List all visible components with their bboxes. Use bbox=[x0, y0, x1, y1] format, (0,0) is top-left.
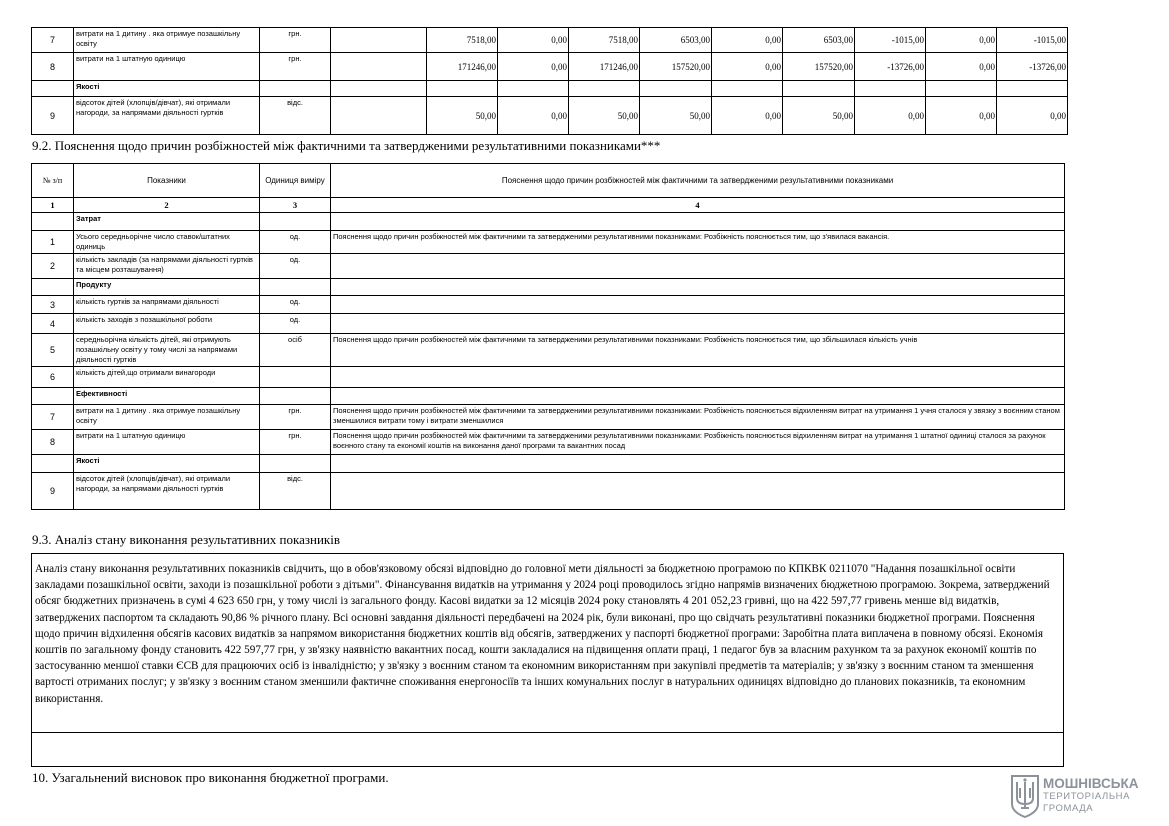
value-cell bbox=[997, 81, 1068, 97]
logo-subtitle: ТЕРИТОРІАЛЬНА bbox=[1043, 791, 1131, 802]
table-row bbox=[32, 254, 1065, 279]
unit-cell: осіб bbox=[260, 334, 331, 367]
unit-cell: од. bbox=[260, 254, 331, 279]
value-cell: 0,00 bbox=[498, 28, 569, 53]
table-row bbox=[32, 53, 1068, 81]
indicator-name: кількість дітей,що отримали винагороди bbox=[74, 367, 260, 388]
indicator-name: витрати на 1 штатную одиницю bbox=[74, 53, 260, 81]
unit-cell bbox=[260, 279, 331, 296]
value-cell bbox=[712, 81, 783, 97]
section-row bbox=[32, 279, 1065, 296]
num-cell bbox=[32, 279, 74, 296]
discrepancy-explanation-table bbox=[31, 163, 1065, 510]
table-row bbox=[32, 28, 1068, 53]
trident-icon bbox=[1010, 774, 1040, 818]
num-cell bbox=[32, 455, 74, 473]
table-row bbox=[32, 231, 1065, 254]
num-cell bbox=[32, 213, 74, 231]
header-num: № з/п bbox=[32, 164, 74, 198]
row-number: 9 bbox=[32, 473, 74, 510]
value-cell: 50,00 bbox=[640, 97, 712, 135]
value-cell: 50,00 bbox=[427, 97, 498, 135]
empty-cell bbox=[331, 81, 427, 97]
value-cell: 0,00 bbox=[926, 28, 997, 53]
unit-cell: грн. bbox=[260, 430, 331, 455]
table-row bbox=[32, 405, 1065, 430]
unit-cell: од. bbox=[260, 296, 331, 314]
section-label: Якості bbox=[74, 81, 260, 97]
value-cell: 0,00 bbox=[712, 53, 783, 81]
value-cell: 0,00 bbox=[498, 97, 569, 135]
empty-cell bbox=[331, 28, 427, 53]
empty-cell bbox=[331, 53, 427, 81]
value-cell: 0,00 bbox=[712, 28, 783, 53]
explanation-cell bbox=[331, 473, 1065, 510]
indicator-name: кількість гуртків за напрямами діяльності bbox=[74, 296, 260, 314]
value-cell: 7518,00 bbox=[569, 28, 640, 53]
value-cell: 0,00 bbox=[855, 97, 926, 135]
index-cell: 2 bbox=[74, 198, 260, 213]
explanation-cell bbox=[331, 279, 1065, 296]
value-cell: 157520,00 bbox=[640, 53, 712, 81]
row-number: 7 bbox=[32, 28, 74, 53]
row-number: 3 bbox=[32, 296, 74, 314]
section-9-2-title: 9.2. Пояснення щодо причин розбіжностей між фактичними та затвердженими результативними показниками*** bbox=[32, 138, 661, 153]
index-cell: 3 bbox=[260, 198, 331, 213]
explanation-cell: Пояснення щодо причин розбіжностей між фактичними та затвердженими результативними показниками: Розбіжність пояснюється тим, що збільшилася кількість учнів bbox=[331, 334, 1065, 367]
indicator-name: кількість закладів (за напрямами діяльності гуртків та місцем розташування) bbox=[74, 254, 260, 279]
section-row bbox=[32, 388, 1065, 405]
logo-subtitle-2: ГРОМАДА bbox=[1043, 803, 1094, 814]
explanation-cell bbox=[331, 388, 1065, 405]
unit-cell bbox=[260, 455, 331, 473]
value-cell bbox=[569, 81, 640, 97]
table-row bbox=[32, 334, 1065, 367]
value-cell bbox=[640, 81, 712, 97]
unit-cell bbox=[260, 213, 331, 231]
value-cell: 7518,00 bbox=[427, 28, 498, 53]
section-label: Якості bbox=[74, 455, 260, 473]
explanation-cell bbox=[331, 213, 1065, 231]
table-row bbox=[32, 367, 1065, 388]
value-cell: -1015,00 bbox=[997, 28, 1068, 53]
explanation-cell bbox=[331, 455, 1065, 473]
row-number: 5 bbox=[32, 334, 74, 367]
header-unit: Одиниця виміру bbox=[260, 164, 331, 198]
explanation-cell: Пояснення щодо причин розбіжностей між фактичними та затвердженими результативними показниками: Розбіжність пояснюється відхиленням витрат на утримання 1 штатної одиниці сталося за рахунок воєнного стану та економії коштів на виконання даної програми та вакантних посад bbox=[331, 430, 1065, 455]
value-cell: 157520,00 bbox=[783, 53, 855, 81]
community-logo bbox=[1010, 774, 1155, 818]
index-cell: 1 bbox=[32, 198, 74, 213]
value-cell: -13726,00 bbox=[997, 53, 1068, 81]
value-cell: 6503,00 bbox=[783, 28, 855, 53]
value-cell: 171246,00 bbox=[427, 53, 498, 81]
analysis-box bbox=[31, 553, 1064, 767]
indicator-name: витрати на 1 дитину . яка отримуе позашкільну освіту bbox=[74, 28, 260, 53]
section-label: Ефективності bbox=[74, 388, 260, 405]
table-row bbox=[32, 473, 1065, 510]
indicators-values-table bbox=[31, 27, 1068, 135]
unit-cell: грн. bbox=[260, 405, 331, 430]
value-cell: 6503,00 bbox=[640, 28, 712, 53]
header-explanation: Пояснення щодо причин розбіжностей між фактичними та затвердженими результативними показниками bbox=[331, 164, 1065, 198]
unit-cell: відс. bbox=[260, 473, 331, 510]
unit-cell: відс. bbox=[260, 97, 331, 135]
row-number: 2 bbox=[32, 254, 74, 279]
value-cell bbox=[926, 81, 997, 97]
row-number: 4 bbox=[32, 314, 74, 334]
unit-cell bbox=[260, 367, 331, 388]
value-cell: 171246,00 bbox=[569, 53, 640, 81]
section-row bbox=[32, 455, 1065, 473]
indicator-name: витрати на 1 дитину . яка отримуе позашкільну освіту bbox=[74, 405, 260, 430]
value-cell: 0,00 bbox=[926, 53, 997, 81]
value-cell: 0,00 bbox=[926, 97, 997, 135]
discrepancy-explanation-table-body bbox=[32, 164, 1065, 510]
indicator-name: відсоток дітей (хлопців/дівчат), які отримали нагороди, за напрямами діяльності гуртків bbox=[74, 473, 260, 510]
unit-cell: грн. bbox=[260, 28, 331, 53]
value-cell bbox=[855, 81, 926, 97]
num-cell bbox=[32, 81, 74, 97]
index-cell: 4 bbox=[331, 198, 1065, 213]
row-number: 9 bbox=[32, 97, 74, 135]
explanation-cell bbox=[331, 367, 1065, 388]
table-row bbox=[32, 314, 1065, 334]
indicator-name: Усього середньорічне число ставок/штатних одиниць bbox=[74, 231, 260, 254]
table-index-row bbox=[32, 198, 1065, 213]
indicator-name: середньорічна кількість дітей, які отримують позашкільну освіту у тому числі за напрямами діяльності гуртків bbox=[74, 334, 260, 367]
indicators-values-table-body bbox=[32, 28, 1068, 135]
indicator-name: витрати на 1 штатную одиницю bbox=[74, 430, 260, 455]
value-cell: 0,00 bbox=[498, 53, 569, 81]
explanation-cell bbox=[331, 254, 1065, 279]
unit-cell: од. bbox=[260, 231, 331, 254]
table-row bbox=[32, 296, 1065, 314]
unit-cell bbox=[260, 81, 331, 97]
empty-cell bbox=[331, 97, 427, 135]
section-row bbox=[32, 213, 1065, 231]
row-number: 6 bbox=[32, 367, 74, 388]
table-row bbox=[32, 97, 1068, 135]
header-indicators: Показники bbox=[74, 164, 260, 198]
section-row bbox=[32, 81, 1068, 97]
value-cell: 50,00 bbox=[783, 97, 855, 135]
unit-cell: грн. bbox=[260, 53, 331, 81]
row-number: 8 bbox=[32, 430, 74, 455]
row-number: 7 bbox=[32, 405, 74, 430]
unit-cell: од. bbox=[260, 314, 331, 334]
row-number: 1 bbox=[32, 231, 74, 254]
row-number: 8 bbox=[32, 53, 74, 81]
logo-title: МОШНІВСЬКА bbox=[1043, 776, 1139, 791]
value-cell: 50,00 bbox=[569, 97, 640, 135]
section-label: Продукту bbox=[74, 279, 260, 296]
value-cell: -13726,00 bbox=[855, 53, 926, 81]
indicator-name: відсоток дітей (хлопців/дівчат), які отримали нагороди, за напрямами діяльності гуртків bbox=[74, 97, 260, 135]
section-label: Затрат bbox=[74, 213, 260, 231]
value-cell: -1015,00 bbox=[855, 28, 926, 53]
value-cell bbox=[498, 81, 569, 97]
value-cell bbox=[783, 81, 855, 97]
explanation-cell: Пояснення щодо причин розбіжностей між фактичними та затвердженими результативними показниками: Розбіжність пояснюється тим, що з'явилася вакансія. bbox=[331, 231, 1065, 254]
value-cell bbox=[427, 81, 498, 97]
explanation-cell: Пояснення щодо причин розбіжностей між фактичними та затвердженими результативними показниками: Розбіжність пояснюється відхиленням витрат на утримання 1 учня сталося у звязку з воєнним станом зменшилися витрати тому і витрати зменшилися bbox=[331, 405, 1065, 430]
table-header-row bbox=[32, 164, 1065, 198]
table-row bbox=[32, 430, 1065, 455]
section-9-3-title: 9.3. Аналіз стану виконання результативних показників bbox=[32, 532, 340, 547]
analysis-text: Аналіз стану виконання результативних показників свідчить, що в обов'язковому обсязі відповідно до головної мети діяльності за бюджетною програмою по КПКВК 0211070 "Надання позашкільної освіти закладами позашкільної освіти, заходи із позашкільної роботи з дітьми". Фінансування видатків на утримання у 2024 році проводилось згідно напрямів визначених бюджетною програмою. Зокрема, затверджений обсяг бюджетних призначень в сумі 4 623 650 грн, у тому числі із загального фонду. Касові видатки за 12 місяців 2024 року становлять 4 201 052,23 гривні, що на 422 597,77 гривень менше від видатків, затверджених паспортом та складають 90,86 % річного плану. Всі основні завдання діяльності передбачені на 2024 рік, були виконані, про що свідчать результативні показники бюджетної програми. Пояснення щодо причин відхилення обсягів касових видатків за напрямом використання бюджетних коштів від обсягів, затверджених у паспорті бюджетної програми: Заробітна плата виплачена в повному обсязі. Економія коштів по загальному фонду становить 422 597,77 грн, у зв'язку наявністю вакантних посад, кошти закладалися на підвищення оплати праці, 1 педагог був за власним рахунком та за рахунок економії коштів по застосуванню меншої ставки ЄСВ для працюючих осіб із інвалідністю; у зв'язку з воєнним станом та економним використанням при закупівлі предметів та матеріалів; у зв'язку з воєнним станом та зменшення вартості отриманих послуг; у зв'язку з воєнним станом зменшили фактичне споживання енергоносіїв та інших комунальних послуг в натуральних одиницях відповідно до планових показників, та економним використання. bbox=[32, 554, 1063, 733]
value-cell: 0,00 bbox=[997, 97, 1068, 135]
indicator-name: кількість заходів з позашкільної роботи bbox=[74, 314, 260, 334]
section-10-title: 10. Узагальнений висновок про виконання бюджетної програми. bbox=[32, 770, 389, 785]
value-cell: 0,00 bbox=[712, 97, 783, 135]
explanation-cell bbox=[331, 314, 1065, 334]
explanation-cell bbox=[331, 296, 1065, 314]
unit-cell bbox=[260, 388, 331, 405]
num-cell bbox=[32, 388, 74, 405]
